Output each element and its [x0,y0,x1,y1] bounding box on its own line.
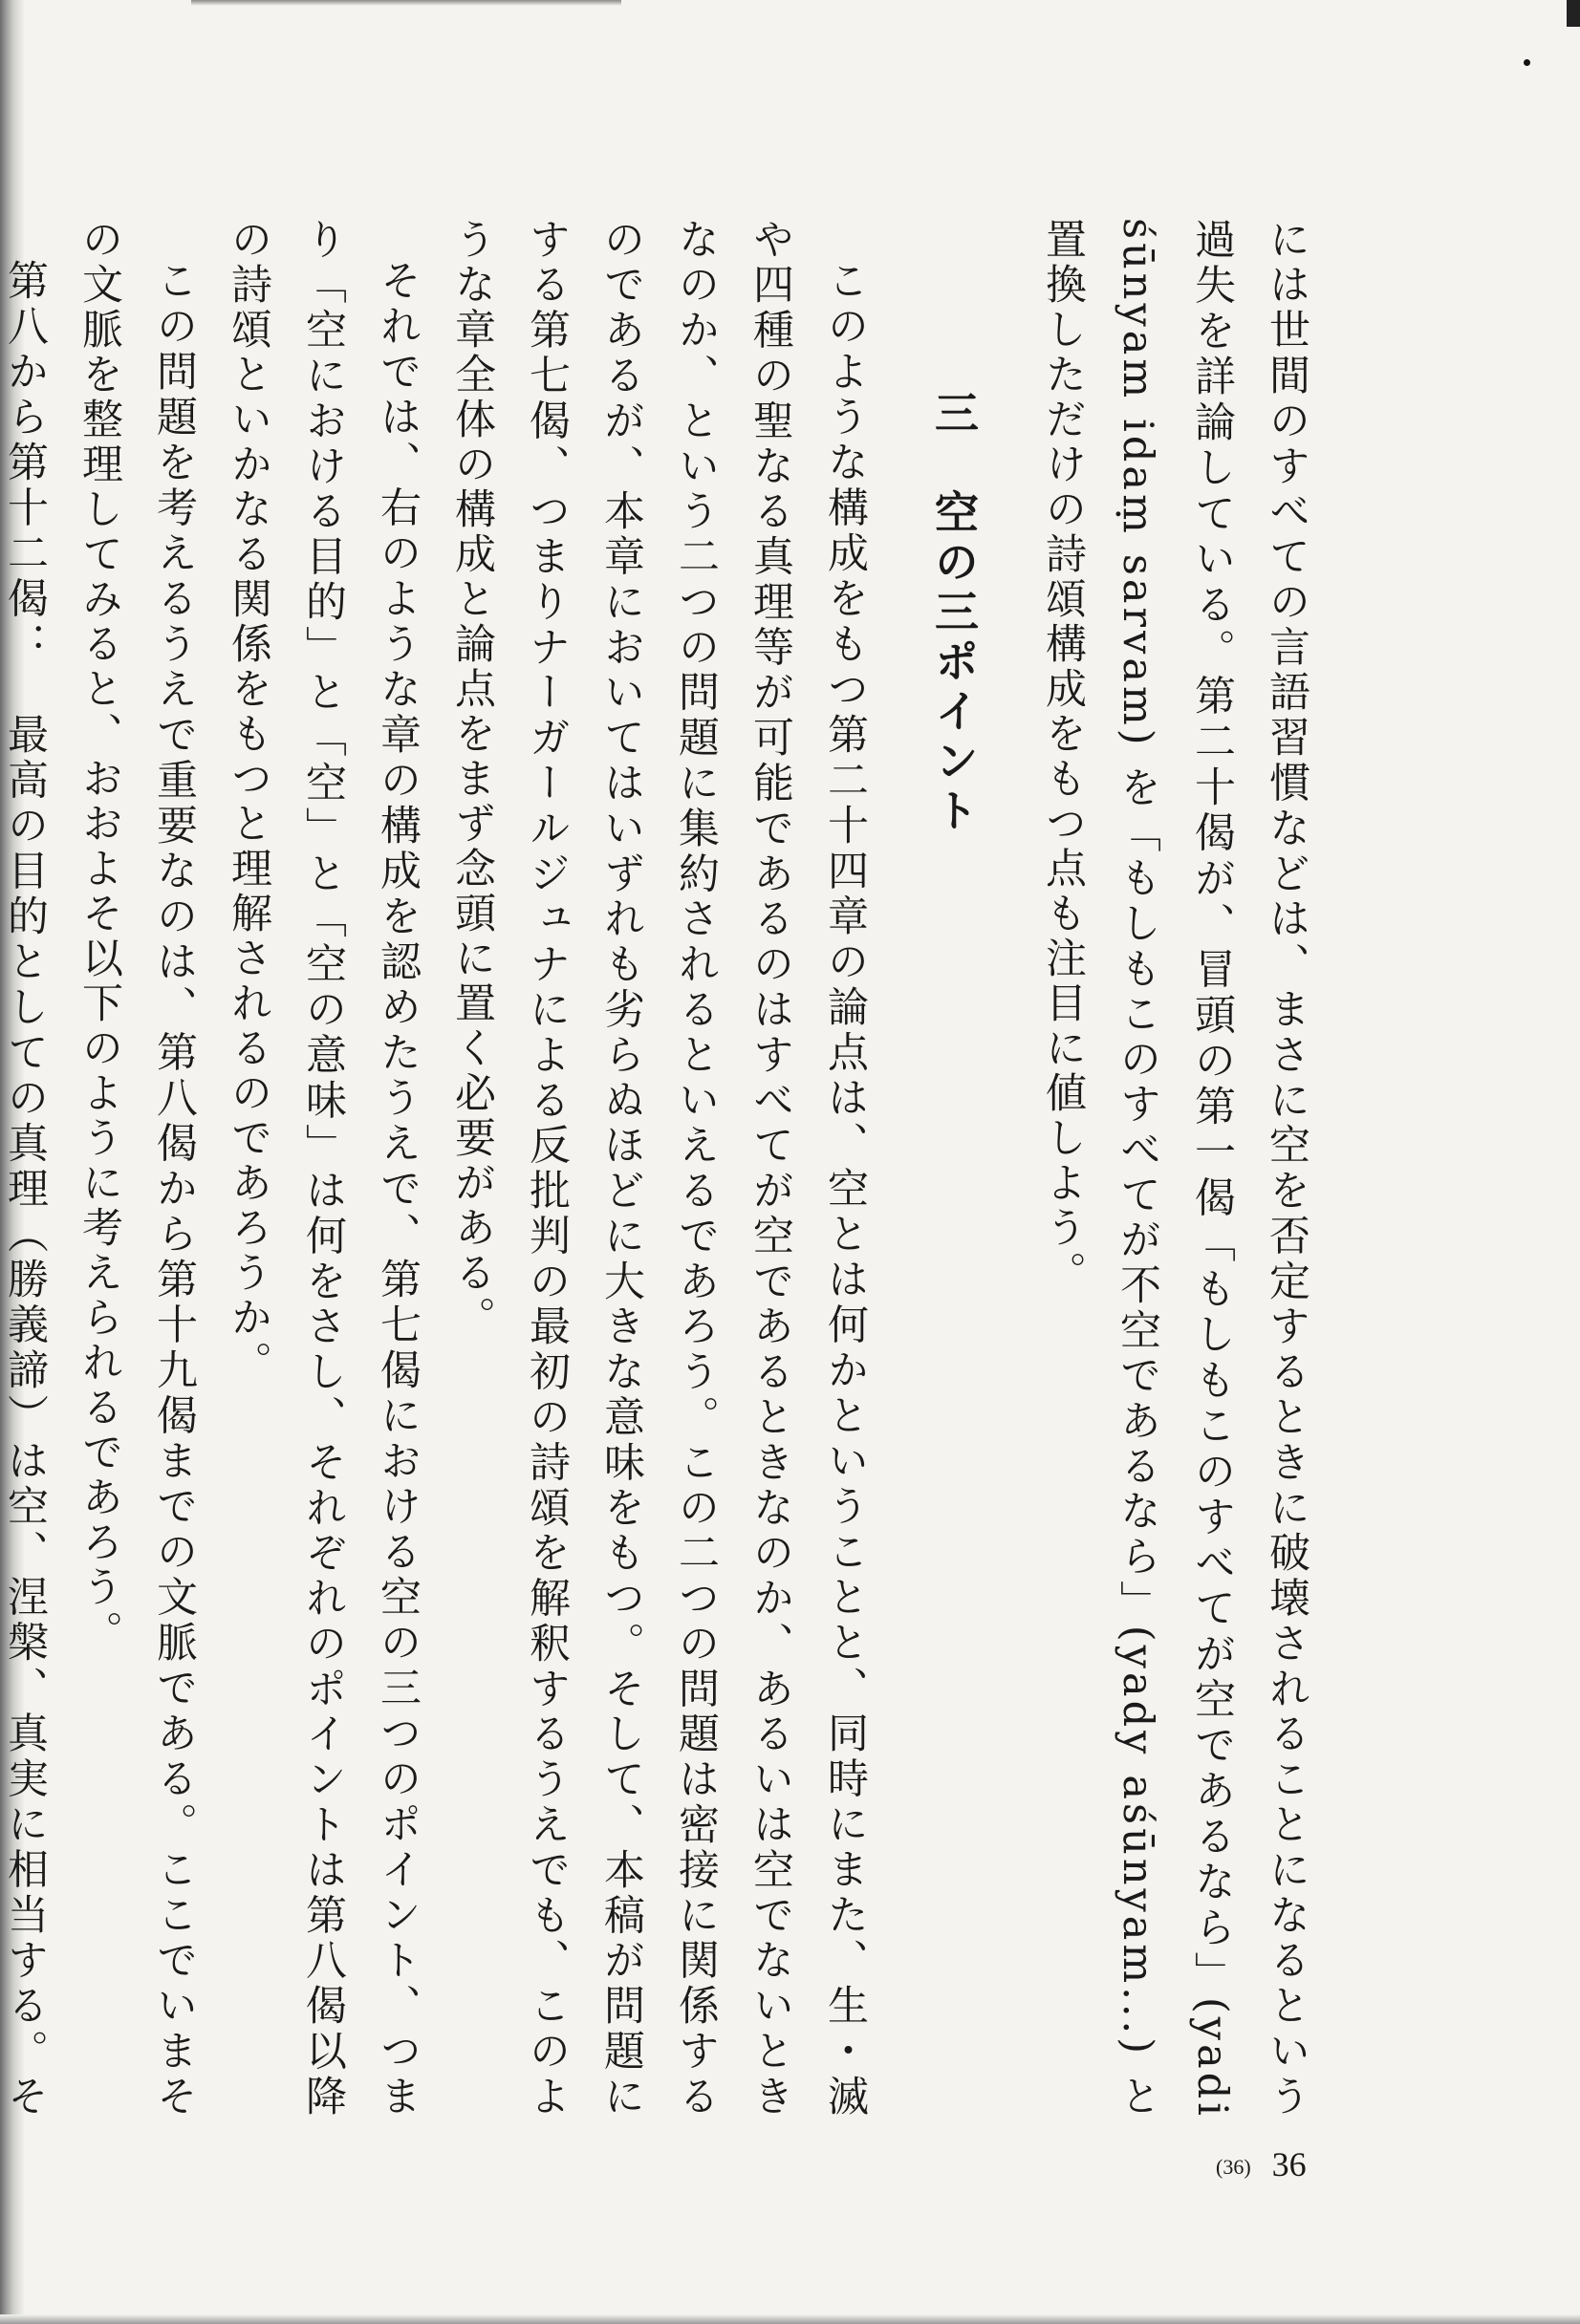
paragraph-list-item: 第八から第十二偈： 最高の目的としての真理（勝義諦）は空、涅槃、真実に相当する。そ [1,259,49,2120]
section-heading: 三 空の三ポイント [928,390,980,837]
page-number-current: 36 [1271,2145,1307,2184]
page-number [1216,2144,1307,2184]
vertical-text-body [0,218,1324,2120]
paragraph: それでは、右のような章の構成を認めたうえで、第七偈における空の三つのポイント、つまり「空における目的」と「空」と「空の意味」は何をさし、それぞれのポイントは第八偈以降の詩頌といかなる関係をもつと理解されるのであろうか。 [225,218,422,2120]
scan-shadow-bottom [0,2314,1580,2324]
paragraph: この問題を考えるうえで重要なのは、第八偈から第十九偈までの文脈である。ここでいまその文脈を整理してみると、おおよそ以下のように考えられるであろう。 [76,218,198,2120]
scan-shadow-top [191,0,621,6]
page-number-original: (36) [1216,2155,1251,2179]
scan-mark-top-right [1567,0,1580,27]
paragraph: このような構成をもつ第二十四章の論点は、空とは何かということと、同時にまた、生・滅や四種の聖なる真理等が可能であるのはすべてが空であるときなのか、あるいは空でないときなのか、という二つの問題に集約されるといえるであろう。この二つの問題は密接に関係するのであるが、本章においてはいずれも劣らぬほどに大きな意味をもつ。そして、本稿が問題にする第七偈、つまりナーガールジュナによる反批判の最初の詩頌を解釈するうえでも、このような章全体の構成と論点をまず念頭に置く必要がある。 [448,218,869,2120]
scan-speck [1524,59,1530,66]
paragraph-continuation: には世間のすべての言語習慣などは、まさに空を否定するときに破壊されることになるという過失を詳論している。第二十偈が、冒頭の第一偈「もしもこのすべてが空であるなら」(yadi śūnyam idaṃ sarvam) を「もしもこのすべてが不空であるなら」(yady aśūnyam...) と置換しただけの詩頌構成をもつ点も注目に値しよう。 [1039,218,1310,2120]
